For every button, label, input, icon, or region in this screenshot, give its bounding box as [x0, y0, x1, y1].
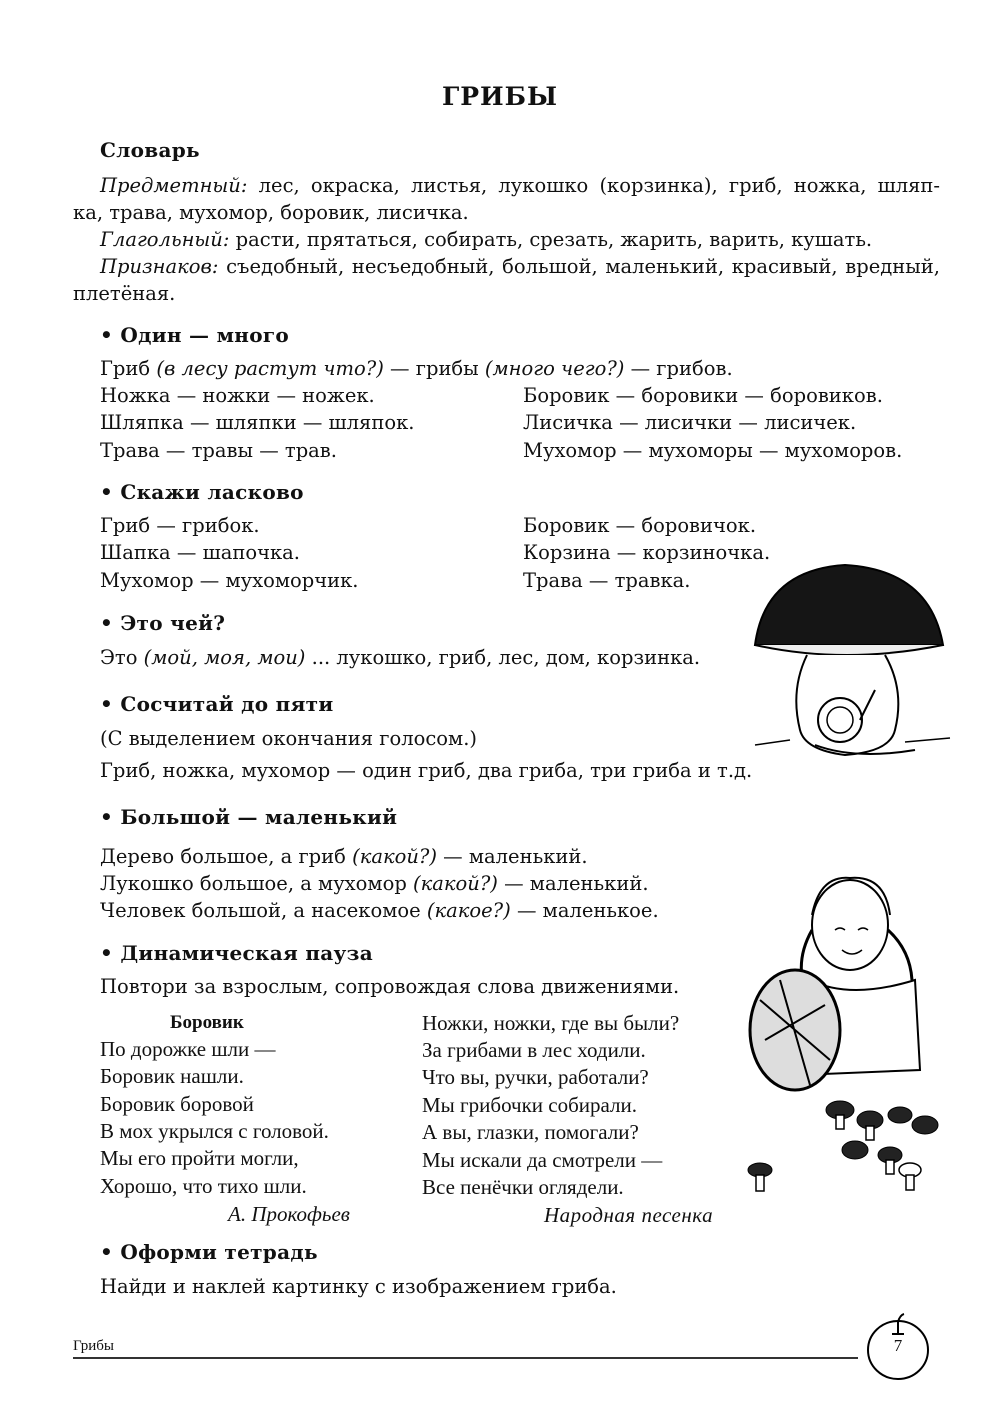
poem-line: По дорожке шли — [100, 1037, 276, 1061]
text-line [100, 644, 700, 671]
italic-question: (в лесу растут что?) [156, 357, 384, 380]
text-line: Мухомор — мухоморы — мухоморов. [523, 439, 903, 462]
text-line: (С выделением окончания голосом.) [100, 727, 477, 750]
italic-question: (какой?) [352, 845, 437, 868]
vocab-heading: Словарь [100, 138, 200, 162]
text-segment: Гриб [100, 357, 157, 380]
italic-question: (какой?) [413, 872, 498, 895]
text-line: Боровик — боровичок. [523, 514, 757, 537]
poem-line: Мы грибочки собирали. [422, 1093, 637, 1117]
text-line [100, 870, 649, 897]
text-line: Корзина — корзиночка. [523, 541, 771, 564]
text-line: Гриб, ножка, мухомор — один гриб, два гриба, три гриба и т.д. [100, 759, 753, 782]
poem-line: В мох укрылся с головой. [100, 1119, 329, 1143]
girl-with-basket-illustration [740, 870, 955, 1205]
text-segment: ... лукошко, гриб, лес, дом, корзинка. [305, 646, 701, 669]
section-heading: • Один — много [100, 323, 290, 347]
text-line: Повтори за взрослым, сопровождая слова движениями. [100, 975, 680, 998]
text-line: Ножка — ножки — ножек. [100, 384, 375, 407]
text-line: Мухомор — мухоморчик. [100, 569, 359, 592]
vocab-text: съедобный, несъедобный, большой, маленький, красивый, вредный, [218, 255, 940, 278]
text-segment: — маленький. [436, 845, 588, 868]
poem-line: Мы его пройти могли, [100, 1146, 299, 1170]
poem-title: Боровик [170, 1012, 244, 1033]
text-segment: — грибов. [624, 357, 733, 380]
text-line: Шапка — шапочка. [100, 541, 300, 564]
vocab-label: Предметный: [100, 174, 248, 197]
poem-line: Боровик боровой [100, 1092, 254, 1116]
poem-author: А. Прокофьев [228, 1202, 350, 1226]
poem-line: Мы искали да смотрели — [422, 1148, 663, 1172]
vocab-line: ка, трава, мухомор, боровик, лисичка. [73, 201, 469, 224]
vocab-line: плетёная. [73, 282, 176, 305]
poem-line: А вы, глазки, помогали? [422, 1120, 639, 1144]
text-segment: — грибы [383, 357, 485, 380]
footer-rule [73, 1357, 858, 1359]
section-heading: • Большой — маленький [100, 805, 398, 829]
text-segment: Лукошко большое, а мухомор [100, 872, 414, 895]
vocab-text: расти, прятаться, собирать, срезать, жарить, варить, кушать. [229, 228, 873, 251]
poem-author: Народная песенка [544, 1203, 714, 1227]
vocab-line [100, 253, 940, 280]
text-segment: Это [100, 646, 144, 669]
italic-question: (какое?) [426, 899, 511, 922]
poem-line: Что вы, ручки, работали? [422, 1065, 649, 1089]
section-heading: • Сосчитай до пяти [100, 692, 334, 716]
section-heading: • Это чей? [100, 611, 226, 635]
text-line: Трава — травы — трав. [100, 439, 337, 462]
footer-section-title: Грибы [73, 1338, 114, 1354]
text-segment: — маленький. [497, 872, 649, 895]
text-line: Трава — травка. [523, 569, 691, 592]
text-line: Боровик — боровики — боровиков. [523, 384, 883, 407]
italic-question: (мой, моя, мои) [143, 646, 306, 669]
text-segment: Дерево большое, а гриб [100, 845, 353, 868]
text-line: Гриб — грибок. [100, 514, 260, 537]
poem-line: За грибами в лес ходили. [422, 1038, 646, 1062]
text-line: Найди и наклей картинку с изображением гриба. [100, 1275, 617, 1298]
section-heading: • Динамическая пауза [100, 941, 373, 965]
text-line [100, 355, 733, 382]
poem-line: Хорошо, что тихо шли. [100, 1174, 307, 1198]
section-heading: • Скажи ласково [100, 480, 304, 504]
poem-line: Боровик нашли. [100, 1064, 244, 1088]
vocab-label: Признаков: [100, 255, 219, 278]
vocab-line [100, 172, 940, 199]
poem-line: Все пенёчки оглядели. [422, 1175, 624, 1199]
vocab-label: Глагольный: [100, 228, 230, 251]
page-number: 7 [893, 1336, 903, 1355]
italic-question: (много чего?) [484, 357, 625, 380]
vocab-line [100, 226, 872, 253]
text-segment: Человек большой, а насекомое [100, 899, 427, 922]
mushroom-snail-illustration [745, 560, 955, 770]
text-line [100, 897, 659, 924]
text-line: Лисичка — лисички — лисичек. [523, 411, 857, 434]
vocab-text: лес, окраска, листья, лукошко (корзинка), гриб, ножка, шляп- [247, 174, 940, 197]
text-line [100, 843, 588, 870]
text-line: Шляпка — шляпки — шляпок. [100, 411, 415, 434]
poem-line: Ножки, ножки, где вы были? [422, 1011, 680, 1035]
section-heading: • Оформи тетрадь [100, 1240, 318, 1264]
text-segment: — маленькое. [510, 899, 659, 922]
page-title: ГРИБЫ [441, 82, 559, 111]
